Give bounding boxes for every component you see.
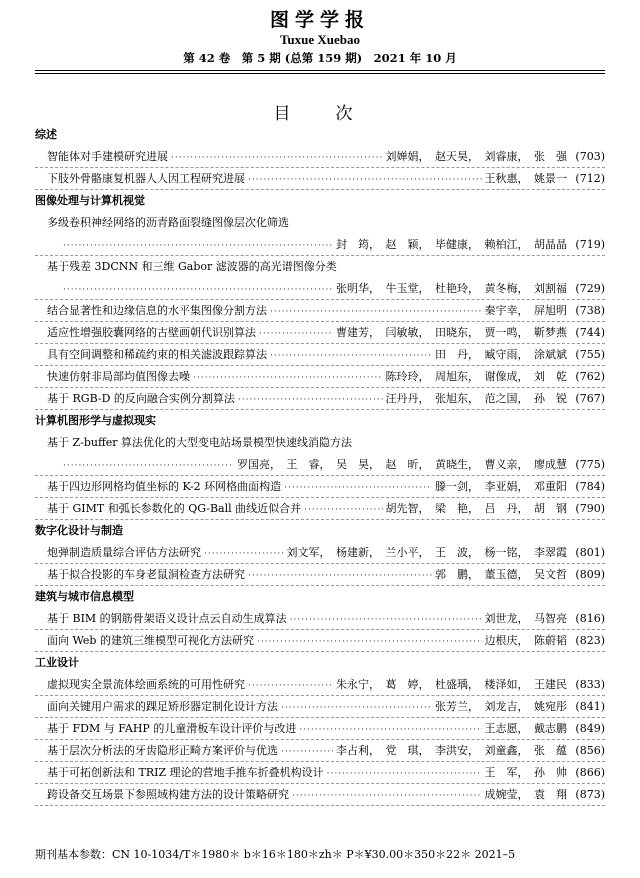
issue-info: 第 42 卷 第 5 期 (总第 159 期) 2021 年 10 月: [183, 51, 457, 65]
toc-entry[interactable]: [0, 564, 640, 586]
page-number: (767): [575, 392, 605, 405]
article-authors: 滕一剑， 李亚娟， 邓重阳: [435, 480, 567, 493]
journal-title-en: Tuxue Xuebao: [279, 32, 361, 47]
article-authors: 郭 鹏， 董玉德， 吴文哲: [435, 568, 567, 581]
toc-entry[interactable]: [0, 454, 640, 476]
page-number: (762): [575, 370, 605, 383]
entry-separator: [35, 519, 605, 520]
dot-leader: [292, 785, 482, 807]
toc-entry[interactable]: [0, 740, 640, 762]
article-title: 基于 RGB-D 的反向融合实例分割算法: [47, 392, 235, 405]
article-title: 基于可拓创新法和 TRIZ 理论的营地手推车折叠机构设计: [47, 766, 324, 779]
entry-separator: [35, 805, 605, 806]
article-title: 面向 Web 的建筑三维模型可视化方法研究: [47, 634, 254, 647]
toc-entry[interactable]: [0, 718, 640, 740]
toc-entry[interactable]: [0, 168, 640, 190]
article-authors: 刘婵娟， 赵天昊， 刘睿康， 张 强: [385, 150, 567, 163]
dot-leader: [204, 543, 284, 565]
dot-leader: [327, 763, 482, 785]
dot-leader: [284, 477, 432, 499]
dot-leader: [281, 697, 432, 719]
toc-entry[interactable]: [0, 322, 640, 344]
article-authors: 王志愿， 戴志鹏: [484, 722, 567, 735]
article-authors: 张明华， 牛玉堂， 杜艳玲， 黄冬梅， 刘割福: [336, 282, 567, 295]
toc-entry[interactable]: [0, 630, 640, 652]
section-heading: 建筑与城市信息模型: [35, 590, 134, 603]
toc-entry-title-line[interactable]: [0, 432, 640, 454]
page-number: (784): [575, 480, 605, 493]
dot-leader: [290, 609, 482, 631]
article-authors: 成婉莹， 袁 翔: [484, 788, 567, 801]
article-authors: 边根庆， 陈蔚韬: [484, 634, 567, 647]
toc-entry[interactable]: [0, 388, 640, 410]
page-number: (849): [575, 722, 605, 735]
toc-entry[interactable]: [0, 696, 640, 718]
article-authors: 张芳兰， 刘龙吉， 姚宛彤: [435, 700, 567, 713]
dot-leader: [248, 565, 432, 587]
article-title: 下肢外骨骼康复机器人人因工程研究进展: [47, 172, 245, 185]
dot-leader: [270, 345, 432, 367]
table-of-contents: [0, 124, 640, 806]
dot-leader: [299, 719, 481, 741]
article-title: 基于 Z-buffer 算法优化的大型变电站场景模型快速线消隐方法: [47, 436, 353, 449]
dot-leader: [63, 455, 234, 477]
header-rule-bottom: [35, 73, 605, 74]
article-authors: 罗国亮， 王 睿， 吴 昊， 赵 昕， 黄晓生， 曹义亲， 廖成慧: [237, 458, 567, 471]
toc-entry[interactable]: [0, 608, 640, 630]
header-rule-top: [35, 70, 605, 71]
section-heading: 计算机图形学与虚拟现实: [35, 414, 156, 427]
page-number: (738): [575, 304, 605, 317]
article-authors: 陈玲玲， 周旭东， 谢像成， 刘 乾: [385, 370, 567, 383]
entry-separator: [35, 189, 605, 190]
journal-parameters: 期刊基本参数：CN 10-1034/T＊1980＊ b＊16＊180＊zh＊ P＊¥30.00＊350＊22＊ 2021–5: [35, 848, 516, 861]
journal-title-cn: 图学学报: [269, 9, 370, 31]
toc-entry[interactable]: [0, 542, 640, 564]
article-authors: 朱永宁， 葛 婷， 杜盛瑀， 楼泽如， 王建民: [336, 678, 567, 691]
article-title: 面向关键用户需求的踝足矫形器定制化设计方法: [47, 700, 278, 713]
page-number: (873): [575, 788, 605, 801]
article-title: 结合显著性和边缘信息的水平集图像分割方法: [47, 304, 267, 317]
dot-leader: [63, 235, 333, 257]
article-title: 基于 GIMT 和弧长参数化的 QG-Ball 曲线近似合并: [47, 502, 302, 515]
toc-entry-title-line[interactable]: [0, 256, 640, 278]
dot-leader: [257, 631, 482, 653]
dot-leader: [238, 389, 383, 411]
dot-leader: [248, 675, 333, 697]
article-authors: 王 军， 孙 帅: [484, 766, 567, 779]
toc-title: 目 次: [273, 104, 367, 124]
article-authors: 秦宇幸， 屏旭明: [484, 304, 567, 317]
toc-entry[interactable]: [0, 476, 640, 498]
page-number: (703): [575, 150, 605, 163]
page-number: (744): [575, 326, 605, 339]
toc-entry[interactable]: [0, 344, 640, 366]
section-heading: 工业设计: [35, 656, 79, 669]
dot-leader: [281, 741, 333, 763]
article-title: 炮弹制造质量综合评估方法研究: [47, 546, 201, 559]
page-number: (823): [575, 634, 605, 647]
article-title: 智能体对手建模研究进展: [47, 150, 168, 163]
page-number: (712): [575, 172, 605, 185]
article-title: 基于残差 3DCNN 和三维 Gabor 滤波器的高光谱图像分类: [47, 260, 337, 273]
toc-entry[interactable]: [0, 784, 640, 806]
toc-entry[interactable]: [0, 366, 640, 388]
article-title: 基于四边形网格均值坐标的 K-2 环网格曲面构造: [47, 480, 282, 493]
dot-leader: [304, 499, 382, 521]
article-authors: 曹建芳， 闫敏敏， 田晓东， 贾一鸣， 靳梦燕: [336, 326, 567, 339]
entry-separator: [35, 651, 605, 652]
article-title: 具有空间调整和稀疏约束的相关滤波跟踪算法: [47, 348, 267, 361]
article-title: 基于 FDM 与 FAHP 的儿童滑板车设计评价与改进: [47, 722, 297, 735]
article-title: 多级卷积神经网络的沥青路面裂缝图像层次化筛选: [47, 216, 289, 229]
toc-entry[interactable]: [0, 234, 640, 256]
toc-entry[interactable]: [0, 674, 640, 696]
article-authors: 刘文军， 杨建新， 兰小平， 王 波， 杨一铭， 李翠霞: [286, 546, 567, 559]
dot-leader: [171, 147, 383, 169]
section-heading: 图像处理与计算机视觉: [35, 194, 145, 207]
article-title: 基于层次分析法的牙齿隐形正畸方案评价与优选: [47, 744, 278, 757]
page-number: (833): [575, 678, 605, 691]
article-title: 虚拟现实全景流体绘画系统的可用性研究: [47, 678, 245, 691]
toc-entry[interactable]: [0, 762, 640, 784]
dot-leader: [259, 323, 333, 345]
page-number: (790): [575, 502, 605, 515]
page-number: (856): [575, 744, 605, 757]
dot-leader: [248, 169, 482, 191]
section-heading: 综述: [35, 128, 57, 141]
article-title: 适应性增强胶囊网络的古壁画朝代识别算法: [47, 326, 256, 339]
toc-entry[interactable]: [0, 278, 640, 300]
page-number: (801): [575, 546, 605, 559]
entry-separator: [35, 585, 605, 586]
page-number: (775): [575, 458, 605, 471]
page-number: (719): [575, 238, 605, 251]
masthead: [0, 8, 640, 67]
article-authors: 汪丹丹， 张旭东， 范之国， 孙 锐: [385, 392, 567, 405]
article-title: 基于拟合投影的车身老鼠洞检查方法研究: [47, 568, 245, 581]
entry-separator: [35, 409, 605, 410]
page-number: (816): [575, 612, 605, 625]
article-title: 快速仿射非局部均值图像去噪: [47, 370, 190, 383]
page-number: (809): [575, 568, 605, 581]
article-authors: 田 丹， 臧守雨， 涂斌斌: [435, 348, 567, 361]
article-authors: 李占利， 党 琪， 李洪安， 刘童鑫， 张 蕴: [336, 744, 567, 757]
section-heading: 数字化设计与制造: [35, 524, 123, 537]
article-title: 跨设备交互场景下参照域构建方法的设计策略研究: [47, 788, 289, 801]
toc-entry[interactable]: [0, 146, 640, 168]
page-number: (841): [575, 700, 605, 713]
page-number: (729): [575, 282, 605, 295]
article-authors: 刘世龙， 马智亮: [484, 612, 567, 625]
dot-leader: [63, 279, 333, 301]
article-authors: 封 筠， 赵 颖， 毕健康， 赖柏江， 胡晶晶: [336, 238, 567, 251]
article-authors: 王秋惠， 姚景一: [484, 172, 567, 185]
toc-entry-title-line[interactable]: [0, 212, 640, 234]
page-number: (755): [575, 348, 605, 361]
toc-entry[interactable]: [0, 498, 640, 520]
article-authors: 胡先智， 梁 艳， 吕 丹， 胡 钢: [385, 502, 567, 515]
page-number: (866): [575, 766, 605, 779]
article-title: 基于 BIM 的钢筋骨架语义设计点云自动生成算法: [47, 612, 287, 625]
toc-entry[interactable]: [0, 300, 640, 322]
dot-leader: [193, 367, 383, 389]
dot-leader: [270, 301, 482, 323]
